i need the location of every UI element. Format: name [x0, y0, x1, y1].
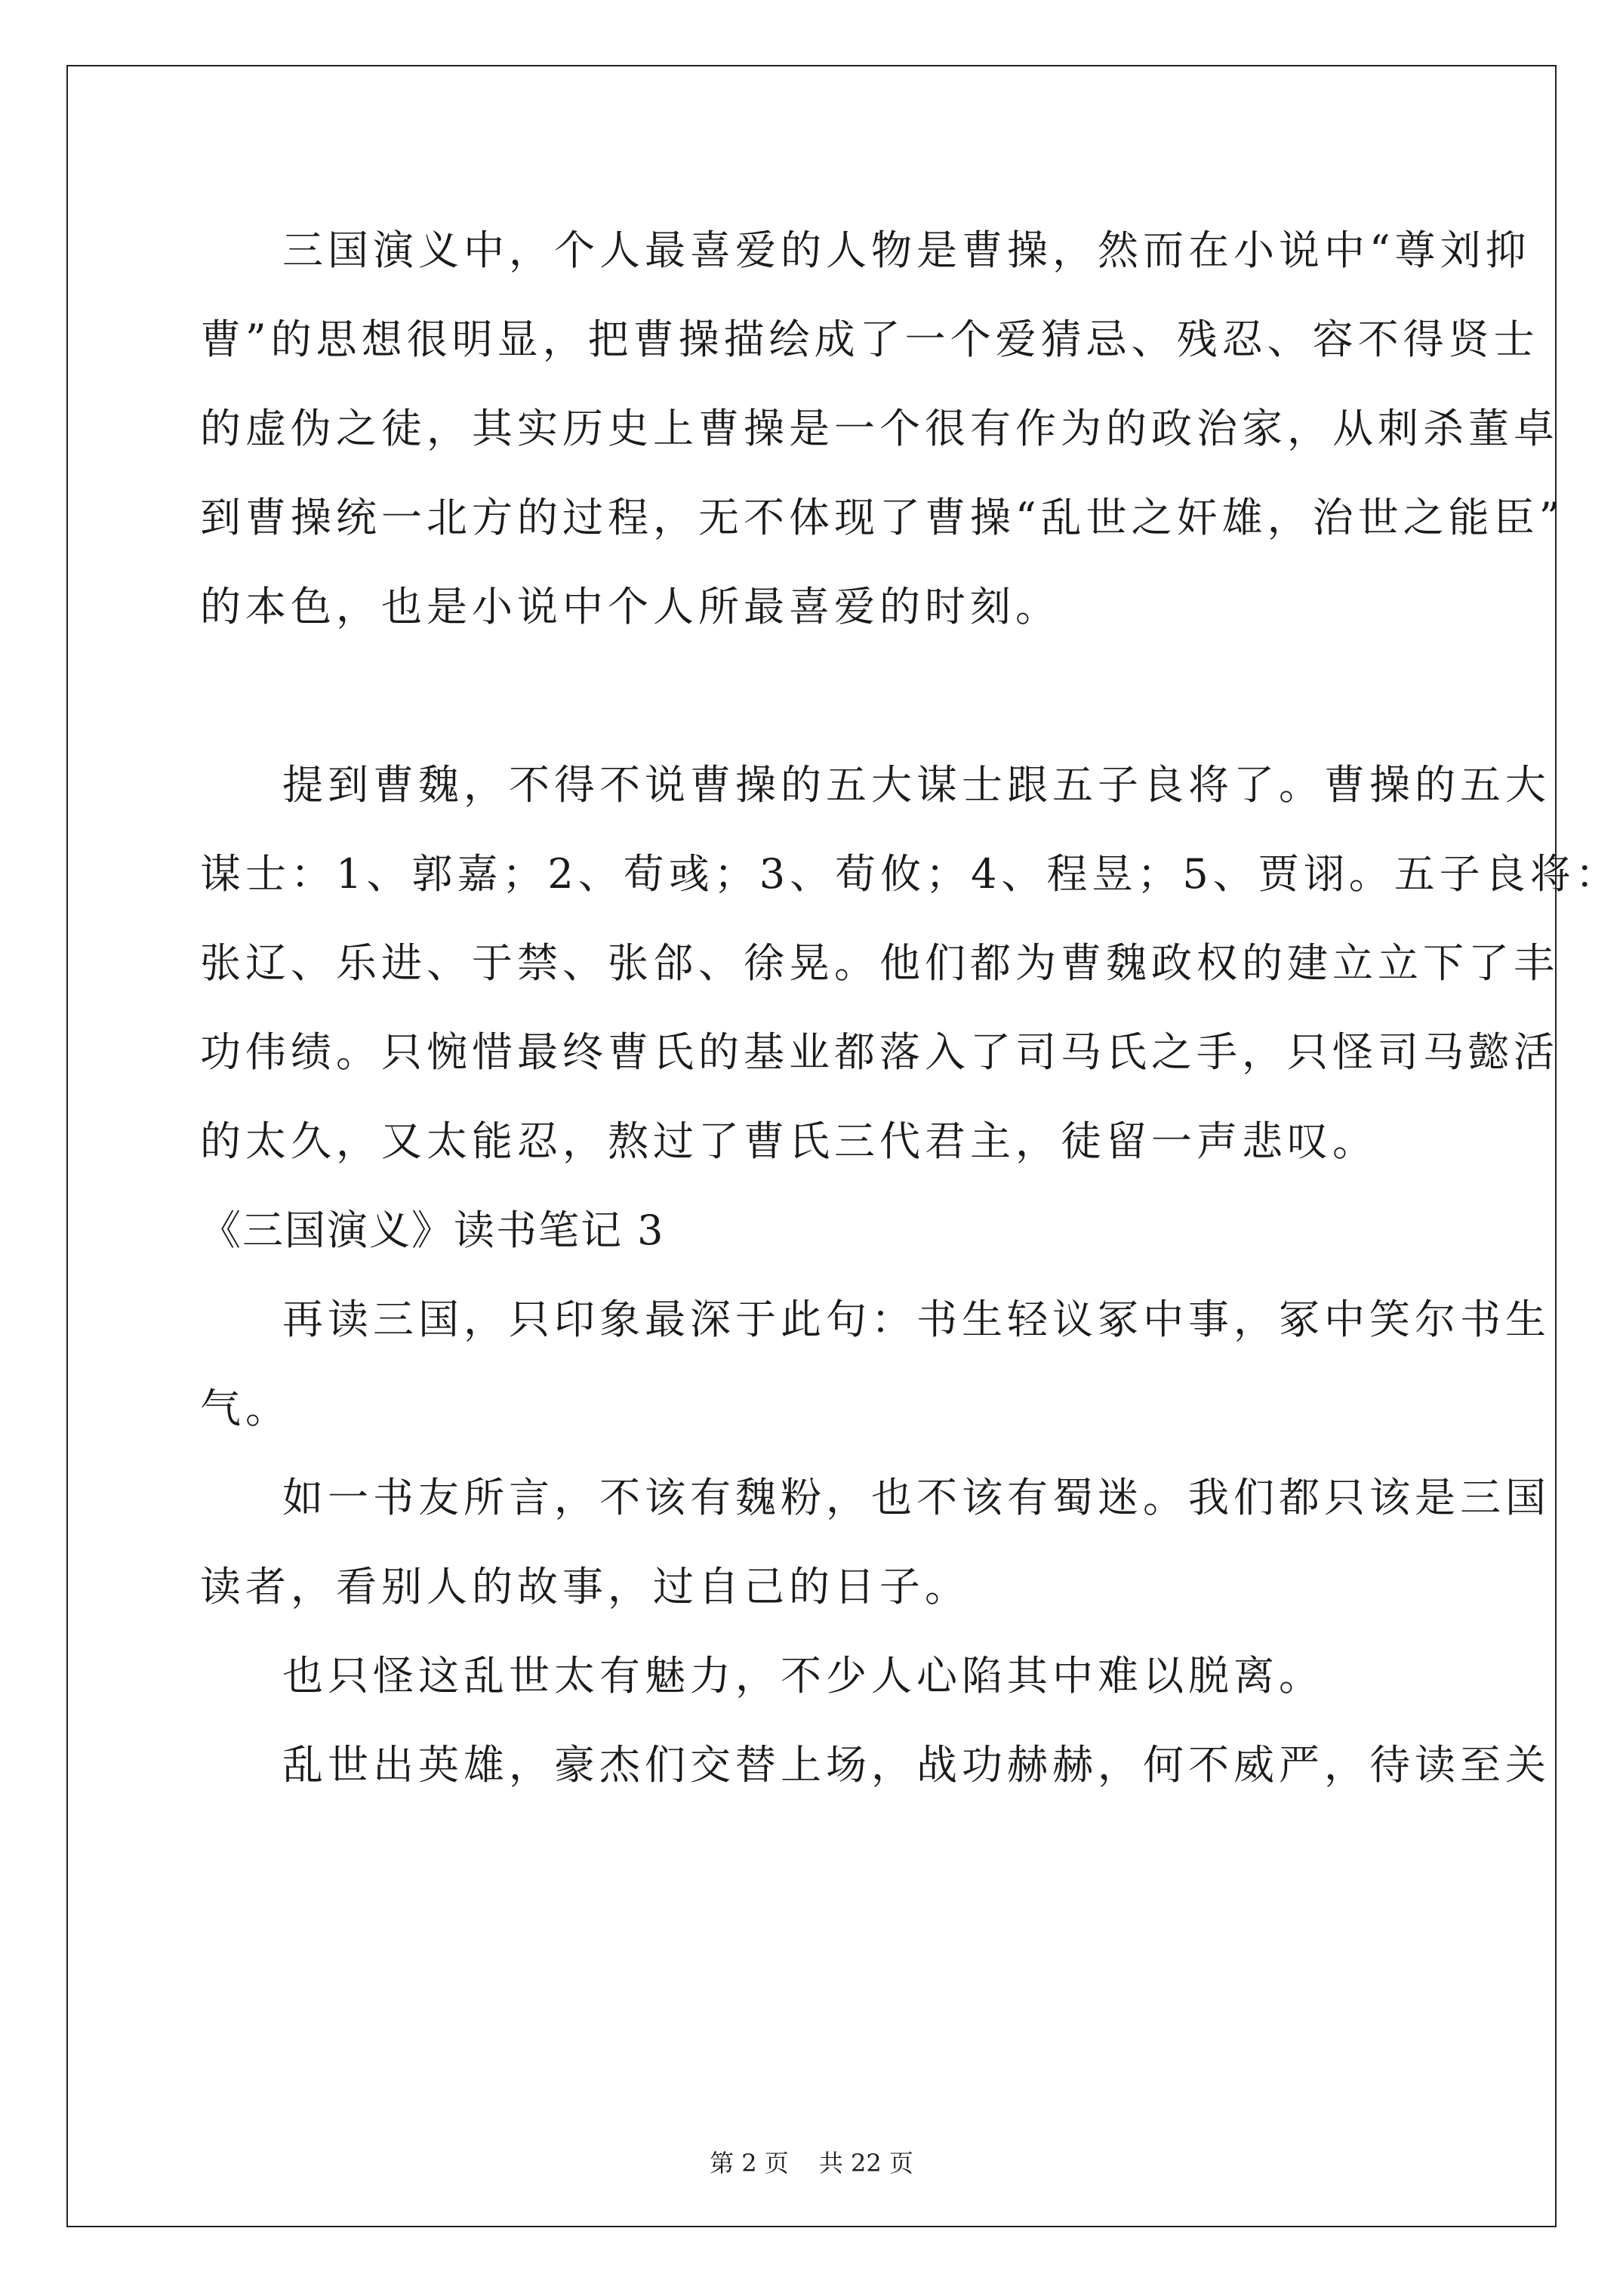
- paragraph-line: 的太久，又太能忍，熬过了曹氏三代君主，徒留一声悲叹。: [200, 1117, 1378, 1165]
- paragraph-line: 功伟绩。只惋惜最终曹氏的基业都落入了司马氏之手，只怪司马懿活: [200, 1028, 1559, 1076]
- paragraph-line: 再读三国，只印象最深于此句：书生轻议冢中事，冢中笑尔书生: [282, 1296, 1551, 1343]
- paragraph-line: 张辽、乐进、于禁、张郃、徐晃。他们都为曹魏政权的建立立下了丰: [200, 939, 1559, 987]
- paragraph-line: 也只怪这乱世太有魅力，不少人心陷其中难以脱离。: [282, 1652, 1324, 1700]
- page-total: 共 22 页: [818, 2149, 913, 2177]
- page-number: 第 2 页: [710, 2149, 789, 2177]
- paragraph-line: 如一书友所言，不该有魏粉，也不该有蜀迷。我们都只该是三国: [282, 1474, 1551, 1521]
- paragraph-line: 读者，看别人的故事，过自己的日子。: [200, 1563, 970, 1610]
- paragraph-line: 气。: [200, 1385, 291, 1432]
- paragraph-line: 乱世出英雄，豪杰们交替上场，战功赫赫，何不威严，待读至关: [282, 1741, 1551, 1789]
- paragraph-line: 的虚伪之徒，其实历史上曹操是一个很有作为的政治家，从刺杀董卓: [200, 405, 1559, 452]
- paragraph-line: 的本色，也是小说中个人所最喜爱的时刻。: [200, 583, 1061, 630]
- paragraph-line: 三国演义中，个人最喜爱的人物是曹操，然而在小说中“尊刘抑: [282, 227, 1531, 274]
- paragraph-line: 曹”的思想很明显，把曹操描绘成了一个爱猜忌、残忍、容不得贤士: [200, 316, 1539, 363]
- paragraph-line: 到曹操统一北方的过程，无不体现了曹操“乱世之奸雄，治世之能臣”: [200, 494, 1565, 541]
- section-heading: 《三国演义》读书笔记 3: [200, 1207, 665, 1254]
- paragraph-line: 提到曹魏，不得不说曹操的五大谋士跟五子良将了。曹操的五大: [282, 761, 1551, 809]
- page-footer: [0, 2148, 1623, 2178]
- paragraph-line: 谋士：1、郭嘉；2、荀彧；3、荀攸；4、程昱；5、贾诩。五子良将：: [200, 850, 1621, 898]
